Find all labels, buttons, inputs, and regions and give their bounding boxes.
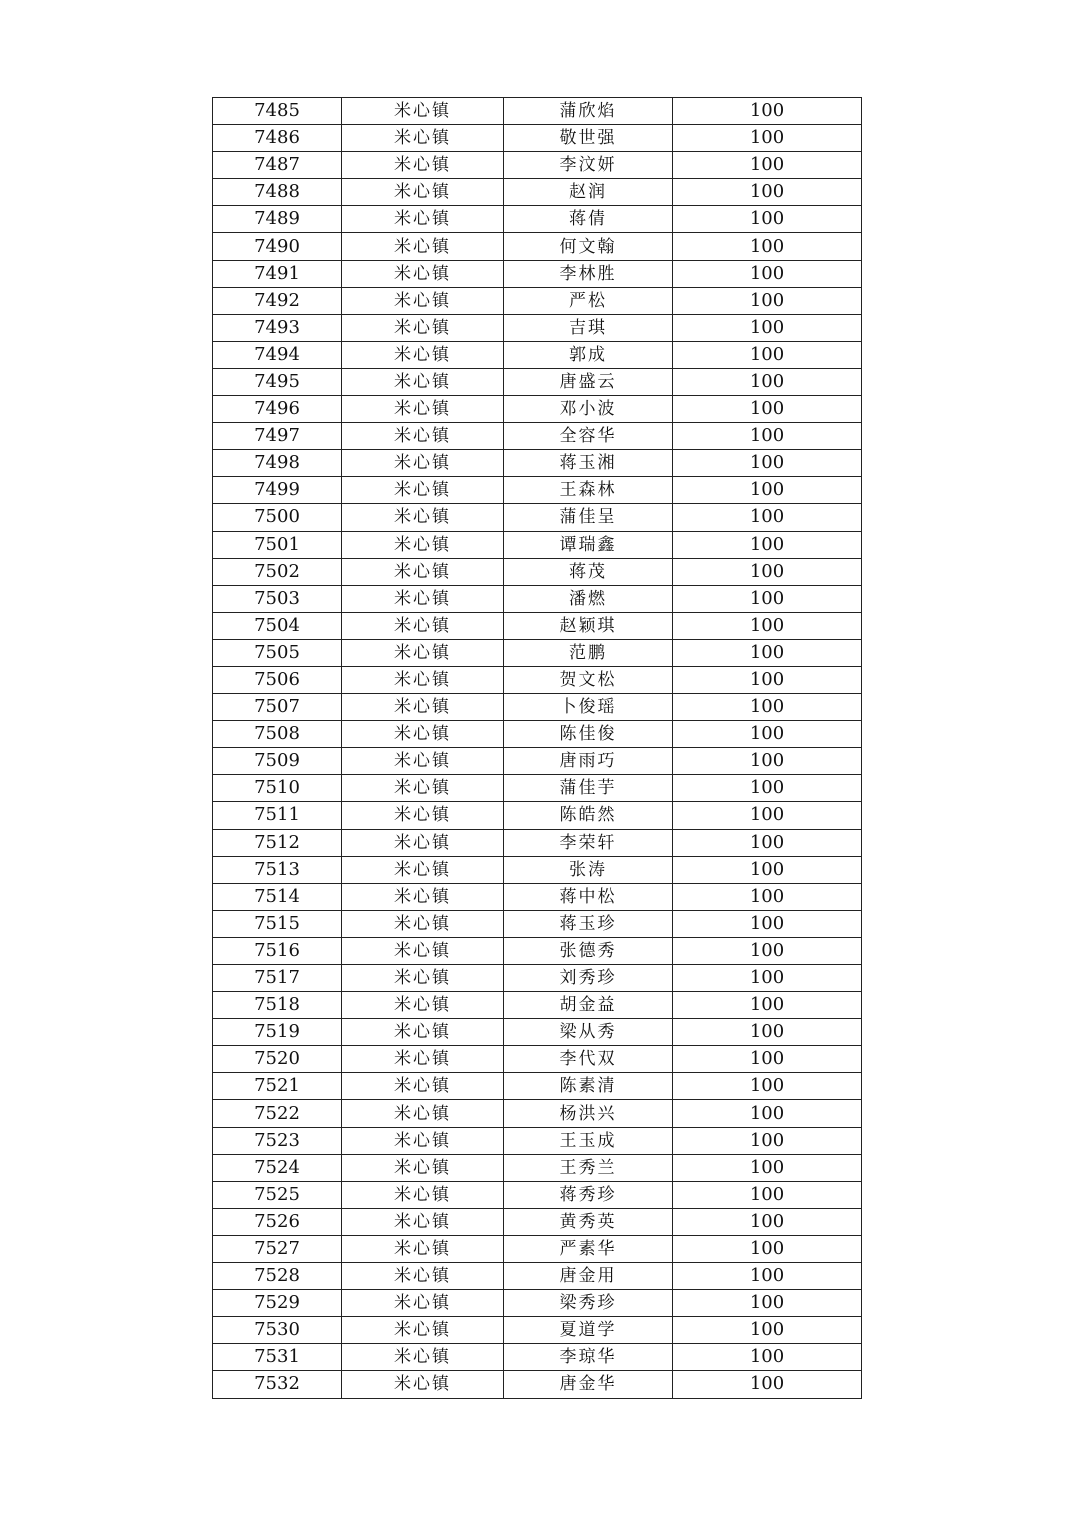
cell-amount: 100 [673, 965, 862, 992]
cell-serial-number: 7511 [213, 802, 342, 829]
cell-serial-number: 7485 [213, 98, 342, 125]
cell-person-name: 蒋秀珍 [504, 1181, 673, 1208]
cell-person-name: 陈佳俊 [504, 721, 673, 748]
table-row [213, 396, 862, 423]
cell-serial-number: 7526 [213, 1208, 342, 1235]
table-row [213, 1154, 862, 1181]
cell-serial-number: 7504 [213, 612, 342, 639]
cell-person-name: 杨洪兴 [504, 1100, 673, 1127]
cell-town: 米心镇 [342, 612, 504, 639]
table-row [213, 477, 862, 504]
cell-serial-number: 7532 [213, 1371, 342, 1398]
cell-town: 米心镇 [342, 775, 504, 802]
cell-amount: 100 [673, 992, 862, 1019]
cell-amount: 100 [673, 802, 862, 829]
cell-amount: 100 [673, 125, 862, 152]
cell-person-name: 郭成 [504, 341, 673, 368]
table-row [213, 965, 862, 992]
cell-town: 米心镇 [342, 829, 504, 856]
cell-serial-number: 7525 [213, 1181, 342, 1208]
cell-amount: 100 [673, 829, 862, 856]
cell-town: 米心镇 [342, 937, 504, 964]
cell-town: 米心镇 [342, 856, 504, 883]
cell-person-name: 全容华 [504, 423, 673, 450]
table-row [213, 1344, 862, 1371]
cell-person-name: 潘燃 [504, 585, 673, 612]
cell-person-name: 李林胜 [504, 260, 673, 287]
cell-person-name: 张涛 [504, 856, 673, 883]
cell-person-name: 刘秀珍 [504, 965, 673, 992]
cell-serial-number: 7488 [213, 179, 342, 206]
cell-serial-number: 7490 [213, 233, 342, 260]
cell-person-name: 蒲欣焰 [504, 98, 673, 125]
cell-amount: 100 [673, 748, 862, 775]
cell-serial-number: 7496 [213, 396, 342, 423]
cell-serial-number: 7518 [213, 992, 342, 1019]
cell-person-name: 李琼华 [504, 1344, 673, 1371]
table-row [213, 1317, 862, 1344]
table-row [213, 748, 862, 775]
cell-serial-number: 7521 [213, 1073, 342, 1100]
cell-person-name: 邓小波 [504, 396, 673, 423]
cell-person-name: 赵颖琪 [504, 612, 673, 639]
cell-amount: 100 [673, 1181, 862, 1208]
cell-amount: 100 [673, 233, 862, 260]
cell-person-name: 李代双 [504, 1046, 673, 1073]
subsidy-table [212, 97, 862, 1399]
table-row [213, 314, 862, 341]
table-row [213, 179, 862, 206]
cell-serial-number: 7527 [213, 1235, 342, 1262]
cell-town: 米心镇 [342, 748, 504, 775]
table-row [213, 612, 862, 639]
cell-serial-number: 7522 [213, 1100, 342, 1127]
cell-serial-number: 7512 [213, 829, 342, 856]
cell-serial-number: 7509 [213, 748, 342, 775]
cell-serial-number: 7489 [213, 206, 342, 233]
cell-amount: 100 [673, 179, 862, 206]
cell-town: 米心镇 [342, 965, 504, 992]
table-row [213, 1235, 862, 1262]
cell-amount: 100 [673, 1046, 862, 1073]
cell-amount: 100 [673, 531, 862, 558]
cell-town: 米心镇 [342, 1046, 504, 1073]
cell-town: 米心镇 [342, 125, 504, 152]
cell-serial-number: 7519 [213, 1019, 342, 1046]
table-row [213, 1127, 862, 1154]
cell-serial-number: 7503 [213, 585, 342, 612]
cell-person-name: 蒋中松 [504, 883, 673, 910]
cell-serial-number: 7508 [213, 721, 342, 748]
table-row [213, 1208, 862, 1235]
cell-town: 米心镇 [342, 1371, 504, 1398]
table-row [213, 450, 862, 477]
cell-town: 米心镇 [342, 585, 504, 612]
cell-town: 米心镇 [342, 341, 504, 368]
cell-amount: 100 [673, 694, 862, 721]
table-row [213, 531, 862, 558]
cell-town: 米心镇 [342, 179, 504, 206]
table-row [213, 721, 862, 748]
cell-person-name: 唐盛云 [504, 368, 673, 395]
cell-town: 米心镇 [342, 992, 504, 1019]
cell-amount: 100 [673, 1154, 862, 1181]
cell-serial-number: 7493 [213, 314, 342, 341]
table-row [213, 341, 862, 368]
document-page [212, 97, 861, 1399]
cell-person-name: 蒲佳芋 [504, 775, 673, 802]
cell-serial-number: 7524 [213, 1154, 342, 1181]
cell-amount: 100 [673, 666, 862, 693]
cell-amount: 100 [673, 98, 862, 125]
table-row [213, 1290, 862, 1317]
cell-person-name: 唐雨巧 [504, 748, 673, 775]
cell-person-name: 王秀兰 [504, 1154, 673, 1181]
cell-town: 米心镇 [342, 910, 504, 937]
cell-person-name: 李汶妍 [504, 152, 673, 179]
cell-serial-number: 7520 [213, 1046, 342, 1073]
cell-person-name: 蒋玉湘 [504, 450, 673, 477]
table-row [213, 1100, 862, 1127]
cell-amount: 100 [673, 260, 862, 287]
cell-amount: 100 [673, 450, 862, 477]
cell-town: 米心镇 [342, 558, 504, 585]
cell-amount: 100 [673, 1263, 862, 1290]
table-row [213, 910, 862, 937]
cell-person-name: 严素华 [504, 1235, 673, 1262]
cell-person-name: 敬世强 [504, 125, 673, 152]
table-row [213, 1046, 862, 1073]
cell-amount: 100 [673, 423, 862, 450]
table-row [213, 558, 862, 585]
cell-person-name: 蒲佳呈 [504, 504, 673, 531]
cell-town: 米心镇 [342, 802, 504, 829]
cell-serial-number: 7486 [213, 125, 342, 152]
table-row [213, 585, 862, 612]
table-row [213, 1263, 862, 1290]
table-row [213, 639, 862, 666]
cell-amount: 100 [673, 1235, 862, 1262]
cell-amount: 100 [673, 1019, 862, 1046]
table-row [213, 883, 862, 910]
cell-town: 米心镇 [342, 233, 504, 260]
table-row [213, 829, 862, 856]
cell-serial-number: 7500 [213, 504, 342, 531]
cell-serial-number: 7499 [213, 477, 342, 504]
cell-person-name: 何文翰 [504, 233, 673, 260]
cell-person-name: 唐金华 [504, 1371, 673, 1398]
cell-amount: 100 [673, 612, 862, 639]
cell-amount: 100 [673, 396, 862, 423]
table-row [213, 694, 862, 721]
table-row [213, 233, 862, 260]
cell-amount: 100 [673, 477, 862, 504]
table-row [213, 206, 862, 233]
table-row [213, 937, 862, 964]
cell-serial-number: 7501 [213, 531, 342, 558]
cell-person-name: 黄秀英 [504, 1208, 673, 1235]
cell-serial-number: 7515 [213, 910, 342, 937]
cell-town: 米心镇 [342, 1235, 504, 1262]
cell-town: 米心镇 [342, 1263, 504, 1290]
cell-amount: 100 [673, 1317, 862, 1344]
table-row [213, 368, 862, 395]
cell-amount: 100 [673, 206, 862, 233]
cell-person-name: 范鹏 [504, 639, 673, 666]
table-row [213, 775, 862, 802]
cell-person-name: 谭瑞鑫 [504, 531, 673, 558]
cell-person-name: 严松 [504, 287, 673, 314]
cell-serial-number: 7492 [213, 287, 342, 314]
cell-serial-number: 7505 [213, 639, 342, 666]
cell-amount: 100 [673, 639, 862, 666]
cell-town: 米心镇 [342, 1019, 504, 1046]
cell-person-name: 吉琪 [504, 314, 673, 341]
cell-town: 米心镇 [342, 504, 504, 531]
cell-serial-number: 7513 [213, 856, 342, 883]
cell-town: 米心镇 [342, 477, 504, 504]
cell-person-name: 夏道学 [504, 1317, 673, 1344]
cell-amount: 100 [673, 1073, 862, 1100]
table-row [213, 1181, 862, 1208]
cell-serial-number: 7510 [213, 775, 342, 802]
cell-town: 米心镇 [342, 1181, 504, 1208]
cell-person-name: 蒋茂 [504, 558, 673, 585]
cell-town: 米心镇 [342, 883, 504, 910]
table-row [213, 98, 862, 125]
cell-serial-number: 7516 [213, 937, 342, 964]
cell-town: 米心镇 [342, 639, 504, 666]
cell-serial-number: 7528 [213, 1263, 342, 1290]
cell-person-name: 李荣轩 [504, 829, 673, 856]
table-body [213, 98, 862, 1399]
cell-amount: 100 [673, 856, 862, 883]
cell-amount: 100 [673, 1290, 862, 1317]
cell-town: 米心镇 [342, 314, 504, 341]
cell-person-name: 蒋玉珍 [504, 910, 673, 937]
table-row [213, 504, 862, 531]
cell-person-name: 陈皓然 [504, 802, 673, 829]
cell-town: 米心镇 [342, 1208, 504, 1235]
cell-town: 米心镇 [342, 531, 504, 558]
cell-amount: 100 [673, 1100, 862, 1127]
table-row [213, 1073, 862, 1100]
cell-amount: 100 [673, 1344, 862, 1371]
cell-amount: 100 [673, 910, 862, 937]
cell-serial-number: 7498 [213, 450, 342, 477]
cell-town: 米心镇 [342, 396, 504, 423]
cell-town: 米心镇 [342, 1100, 504, 1127]
cell-town: 米心镇 [342, 450, 504, 477]
cell-serial-number: 7491 [213, 260, 342, 287]
cell-town: 米心镇 [342, 287, 504, 314]
cell-town: 米心镇 [342, 423, 504, 450]
cell-town: 米心镇 [342, 694, 504, 721]
cell-serial-number: 7530 [213, 1317, 342, 1344]
cell-town: 米心镇 [342, 368, 504, 395]
cell-serial-number: 7529 [213, 1290, 342, 1317]
cell-person-name: 赵润 [504, 179, 673, 206]
cell-serial-number: 7506 [213, 666, 342, 693]
cell-person-name: 陈素清 [504, 1073, 673, 1100]
table-row [213, 152, 862, 179]
cell-serial-number: 7494 [213, 341, 342, 368]
cell-serial-number: 7531 [213, 1344, 342, 1371]
cell-person-name: 梁秀珍 [504, 1290, 673, 1317]
cell-serial-number: 7523 [213, 1127, 342, 1154]
cell-serial-number: 7495 [213, 368, 342, 395]
cell-amount: 100 [673, 558, 862, 585]
cell-town: 米心镇 [342, 260, 504, 287]
table-row [213, 666, 862, 693]
cell-person-name: 梁从秀 [504, 1019, 673, 1046]
cell-town: 米心镇 [342, 666, 504, 693]
cell-amount: 100 [673, 287, 862, 314]
cell-amount: 100 [673, 1127, 862, 1154]
table-row [213, 802, 862, 829]
cell-amount: 100 [673, 585, 862, 612]
cell-serial-number: 7517 [213, 965, 342, 992]
table-row [213, 992, 862, 1019]
cell-person-name: 王玉成 [504, 1127, 673, 1154]
cell-serial-number: 7487 [213, 152, 342, 179]
cell-town: 米心镇 [342, 1154, 504, 1181]
table-row [213, 1371, 862, 1398]
cell-amount: 100 [673, 314, 862, 341]
cell-town: 米心镇 [342, 1127, 504, 1154]
cell-person-name: 蒋倩 [504, 206, 673, 233]
cell-amount: 100 [673, 1371, 862, 1398]
cell-person-name: 胡金益 [504, 992, 673, 1019]
cell-town: 米心镇 [342, 1344, 504, 1371]
cell-town: 米心镇 [342, 1317, 504, 1344]
cell-amount: 100 [673, 152, 862, 179]
table-row [213, 260, 862, 287]
cell-serial-number: 7507 [213, 694, 342, 721]
cell-serial-number: 7514 [213, 883, 342, 910]
cell-amount: 100 [673, 883, 862, 910]
cell-serial-number: 7502 [213, 558, 342, 585]
table-row [213, 1019, 862, 1046]
cell-amount: 100 [673, 504, 862, 531]
cell-person-name: 王森林 [504, 477, 673, 504]
cell-town: 米心镇 [342, 1290, 504, 1317]
cell-town: 米心镇 [342, 98, 504, 125]
cell-town: 米心镇 [342, 152, 504, 179]
cell-amount: 100 [673, 368, 862, 395]
cell-serial-number: 7497 [213, 423, 342, 450]
cell-amount: 100 [673, 721, 862, 748]
cell-person-name: 卜俊瑶 [504, 694, 673, 721]
table-row [213, 856, 862, 883]
table-row [213, 125, 862, 152]
cell-amount: 100 [673, 1208, 862, 1235]
cell-amount: 100 [673, 937, 862, 964]
cell-amount: 100 [673, 775, 862, 802]
cell-person-name: 张德秀 [504, 937, 673, 964]
cell-person-name: 唐金用 [504, 1263, 673, 1290]
table-row [213, 287, 862, 314]
cell-town: 米心镇 [342, 721, 504, 748]
cell-amount: 100 [673, 341, 862, 368]
cell-town: 米心镇 [342, 1073, 504, 1100]
table-row [213, 423, 862, 450]
cell-town: 米心镇 [342, 206, 504, 233]
cell-person-name: 贺文松 [504, 666, 673, 693]
